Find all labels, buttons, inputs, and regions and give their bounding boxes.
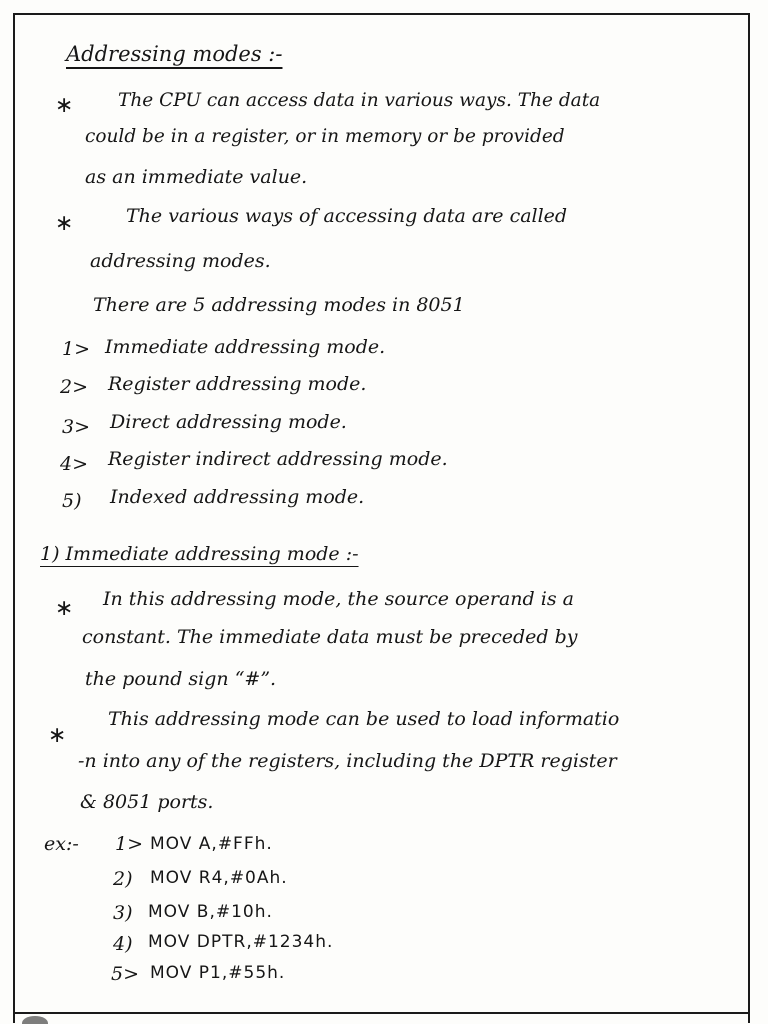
mode-name: Direct addressing mode. xyxy=(110,411,347,433)
mode-name: Indexed addressing mode. xyxy=(110,486,365,508)
section1-bullet2-line2: -n into any of the registers, including the DPTR register xyxy=(78,750,617,772)
bullet-icon: ∗ xyxy=(55,596,74,621)
example-code: MOV DPTR,#1234h. xyxy=(148,932,334,952)
section-heading: 1) Immediate addressing mode :- xyxy=(40,543,359,565)
bullet1-line3: as an immediate value. xyxy=(85,166,308,188)
example-number: 4) xyxy=(113,933,133,955)
example-code: MOV R4,#0Ah. xyxy=(150,868,288,888)
example-number: 1> xyxy=(115,833,144,855)
example-code: MOV A,#FFh. xyxy=(150,834,273,854)
mode-number: 3> xyxy=(62,416,91,438)
bullet-icon: ∗ xyxy=(55,93,74,118)
bullet1-line1: The CPU can access data in various ways. The data xyxy=(118,90,601,111)
mode-number: 4> xyxy=(60,453,89,475)
mode-number: 2> xyxy=(60,376,89,398)
examples-label: ex:- xyxy=(44,833,79,855)
example-code: MOV P1,#55h. xyxy=(150,963,286,983)
mode-name: Register indirect addressing mode. xyxy=(108,448,448,470)
bullet2-line1: The various ways of accessing data are called xyxy=(126,205,568,227)
modes-intro: There are 5 addressing modes in 8051 xyxy=(93,294,465,316)
section1-bullet1-line2: constant. The immediate data must be preceded by xyxy=(82,626,578,648)
page-title: Addressing modes :- xyxy=(66,42,283,66)
example-number: 3) xyxy=(113,902,133,924)
section1-bullet2-line1: This addressing mode can be used to load informatio xyxy=(108,708,620,730)
example-code: MOV B,#10h. xyxy=(148,902,273,922)
bullet1-line2: could be in a register, or in memory or be provided xyxy=(85,126,565,147)
mode-number: 1> xyxy=(62,338,91,360)
section1-bullet2-line3: & 8051 ports. xyxy=(80,791,214,813)
mode-name: Immediate addressing mode. xyxy=(105,336,386,358)
mode-name: Register addressing mode. xyxy=(108,373,367,395)
bottom-rule xyxy=(13,1012,750,1014)
corner-smudge xyxy=(22,1016,48,1024)
section1-bullet1-line3: the pound sign “#”. xyxy=(85,668,277,690)
bullet2-line2: addressing modes. xyxy=(90,250,271,272)
bullet-icon: ∗ xyxy=(55,211,74,236)
example-number: 2) xyxy=(113,868,133,890)
mode-number: 5) xyxy=(62,490,82,512)
example-number: 5> xyxy=(111,963,140,985)
bullet-icon: ∗ xyxy=(48,723,67,748)
section1-bullet1-line1: In this addressing mode, the source operand is a xyxy=(103,588,574,610)
